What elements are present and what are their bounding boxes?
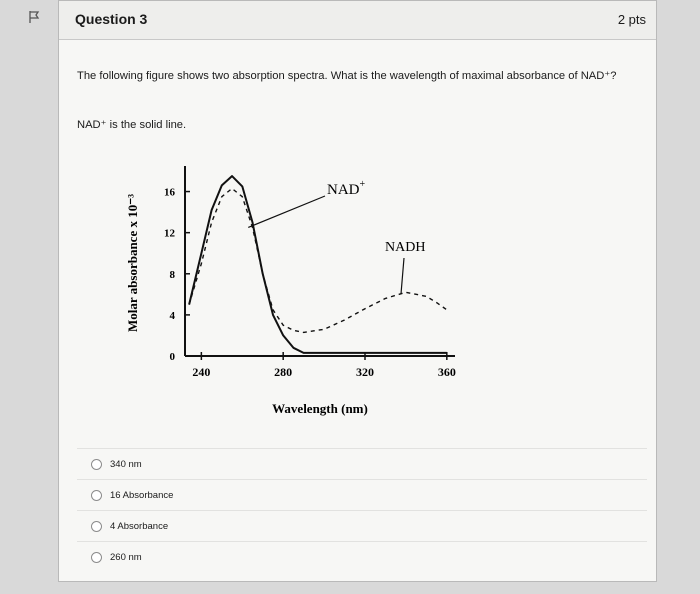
- y-axis-label: Molar absorbance x 10⁻³: [125, 194, 140, 332]
- question-note: NAD⁺ is the solid line.: [77, 119, 187, 131]
- absorption-spectra-figure: [95, 151, 475, 426]
- nad-series-line: [189, 176, 447, 353]
- answer-label: 4 Absorbance: [110, 520, 169, 532]
- answer-label: 16 Absorbance: [110, 489, 174, 501]
- absorption-chart: [95, 151, 475, 426]
- question-title: Question 3: [75, 11, 148, 27]
- x-tick-label: 360: [437, 365, 456, 379]
- x-tick-label: 280: [274, 365, 293, 379]
- answer-label: 260 nm: [110, 551, 142, 563]
- chart-series: [189, 176, 447, 353]
- chart-labels: [125, 179, 425, 416]
- radio-button[interactable]: [91, 521, 102, 532]
- y-tick-label: 12: [164, 227, 175, 240]
- y-tick-label: 4: [169, 309, 175, 322]
- question-points: 2 pts: [617, 12, 646, 27]
- radio-button[interactable]: [91, 459, 102, 470]
- x-tick-label: 240: [192, 365, 211, 379]
- x-tick-label: 320: [356, 365, 374, 379]
- question-prompt: The following figure shows two absorption spectra. What is the wavelength of maximal absorbance of NAD⁺?: [77, 70, 617, 82]
- answer-label: 340 nm: [110, 458, 142, 470]
- radio-button[interactable]: [91, 490, 102, 501]
- chart-ticks: [164, 187, 456, 379]
- nad-label-superscript: +: [359, 179, 366, 190]
- y-tick-label: 0: [169, 351, 175, 363]
- radio-button[interactable]: [91, 552, 102, 563]
- chart-axes: [185, 166, 455, 356]
- question-header: [59, 1, 656, 40]
- x-axis-label: Wavelength (nm): [272, 401, 368, 416]
- answer-option[interactable]: [77, 448, 647, 479]
- nad-series-label: NAD+: [327, 179, 366, 198]
- nad-label-arrow: [248, 196, 325, 227]
- y-tick-label: 16: [164, 186, 175, 199]
- y-tick-label: 8: [169, 268, 175, 281]
- answer-option[interactable]: [77, 510, 647, 541]
- nadh-series-label: NADH: [385, 240, 426, 255]
- question-card: [58, 0, 657, 582]
- answer-option[interactable]: [77, 479, 647, 510]
- flag-question-icon[interactable]: [26, 9, 42, 25]
- nadh-series-line: [189, 189, 447, 333]
- nadh-label-arrow: [401, 258, 404, 294]
- answer-list: [77, 448, 647, 572]
- answer-option[interactable]: [77, 541, 647, 572]
